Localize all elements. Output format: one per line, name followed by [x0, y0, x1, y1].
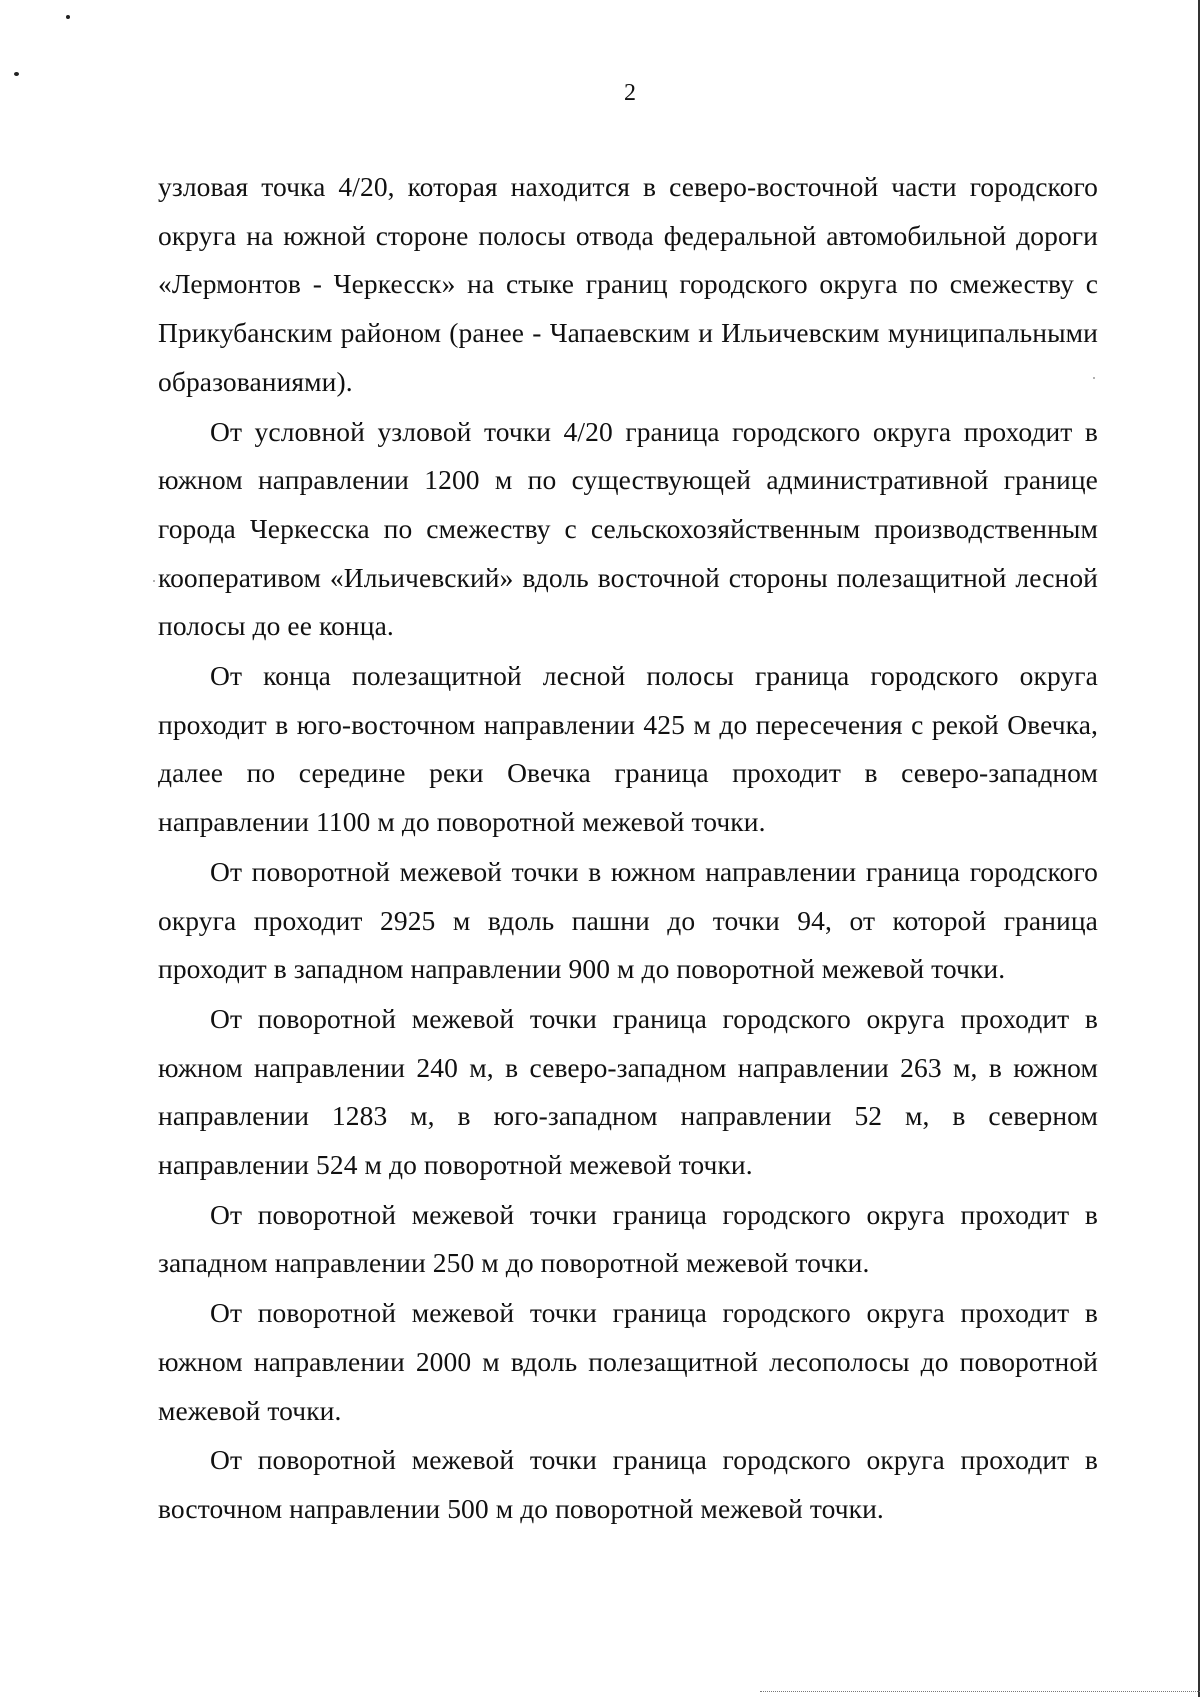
scan-bottom-edge	[760, 1691, 1200, 1693]
page-number: 2	[624, 80, 636, 106]
paragraph: От поворотной межевой точки граница городского округа проходит в восточном направлении 500 м до поворотной межевой точки.	[158, 1444, 1098, 1524]
scan-speck	[14, 72, 19, 76]
paragraph: От поворотной межевой точки граница городского округа проходит в западном направлении 250 м до поворотной межевой точки.	[158, 1198, 1098, 1279]
document-body	[158, 163, 1098, 1535]
scan-speck	[66, 15, 70, 19]
paragraph: От поворотной межевой точки в южном направлении граница городского округа проходит 2925 м вдоль пашни до точки 94, от которой граница проходит в западном направлении 900 м до поворотной межевой точки.	[158, 855, 1098, 985]
paragraph: От поворотной межевой точки граница городского округа проходит в южном направлении 240 м, в северо-западном направлении 263 м, в южном направлении 1283 м, в юго-западном направлении 52 м, в северном направлении 524 м до поворотной межевой точки.	[158, 1002, 1098, 1181]
paragraph: От поворотной межевой точки граница городского округа проходит в южном направлении 2000 м вдоль полезащитной лесополосы до поворотной межевой точки.	[158, 1297, 1098, 1426]
scan-speck	[153, 580, 155, 582]
paragraph: От конца полезащитной лесной полосы граница городского округа проходит в юго-восточном направлении 425 м до пересечения с рекой Овечка, далее по середине реки Овечка граница проходит в северо-западном направлении 1100 м до поворотной межевой точки.	[158, 660, 1098, 838]
paragraph: От условной узловой точки 4/20 граница городского округа проходит в южном направлении 1200 м по существующей административной границе города Черкесска по смежеству с сельскохозяйственным производственным кооперативом «Ильичевский» вдоль восточной стороны полезащитной лесной полосы до ее конца.	[158, 415, 1098, 642]
paragraph: узловая точка 4/20, которая находится в северо-восточной части городского округа на южной стороне полосы отвода федеральной автомобильной дороги «Лермонтов - Черкесск» на стыке границ городского округа по смежеству с Прикубанским районом (ранее - Чапаевским и Ильичевским муниципальными образованиями).	[158, 171, 1098, 397]
